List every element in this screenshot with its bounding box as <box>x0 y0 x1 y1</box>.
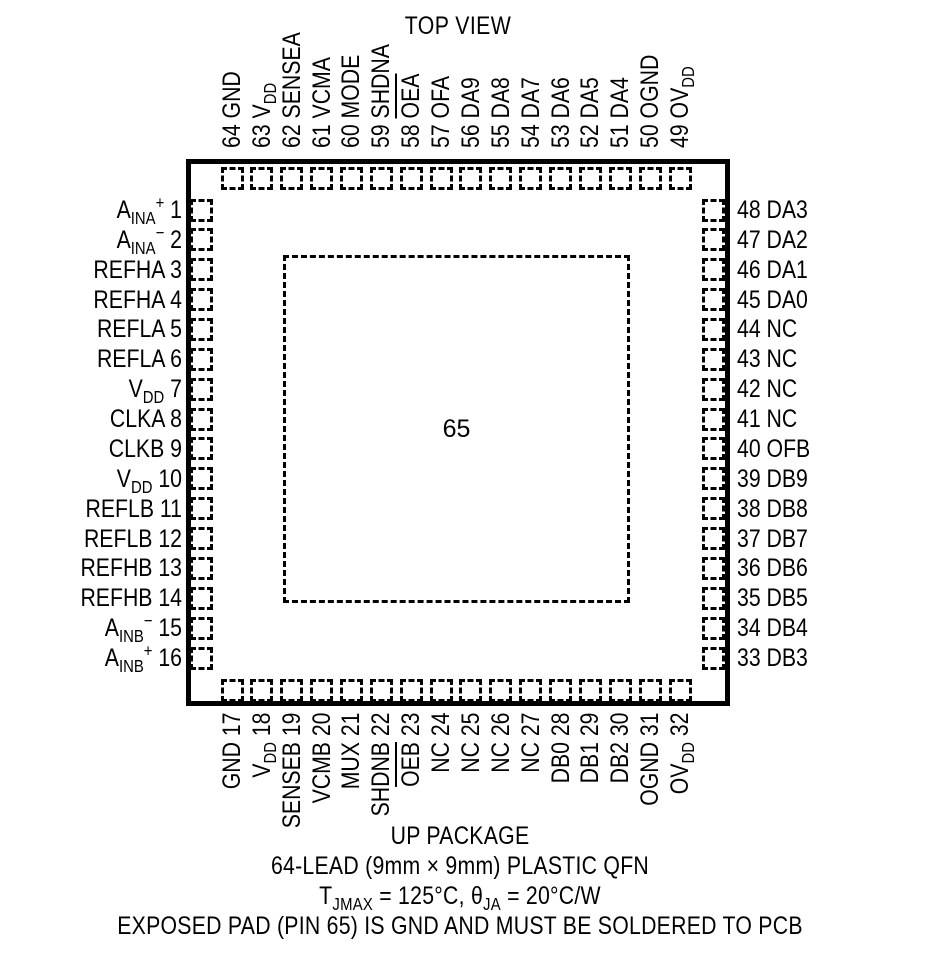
pin-pad-59 <box>370 167 393 190</box>
pin-label-13: REFHB 13 <box>80 554 182 583</box>
package-note-1: UP PACKAGE <box>390 822 530 850</box>
pin-pad-57 <box>430 167 453 190</box>
pin-label-37: 37 DB7 <box>737 524 808 553</box>
pin-pad-7 <box>190 378 213 401</box>
pin-label-52: 52 DA5 <box>576 77 605 148</box>
pin-pad-61 <box>310 167 333 190</box>
pin-pad-4 <box>190 288 213 311</box>
pin-label-24: NC 24 <box>427 712 456 773</box>
pin-label-31: OGND 31 <box>636 712 665 806</box>
pin-label-43: 43 NC <box>737 345 798 374</box>
pin-pad-46 <box>702 258 725 281</box>
pin-label-30: DB2 30 <box>606 712 635 784</box>
pin-pad-21 <box>340 679 363 702</box>
pin-pad-29 <box>579 679 602 702</box>
pin-pad-50 <box>639 167 662 190</box>
pin-pad-15 <box>190 617 213 640</box>
pin-pad-37 <box>702 527 725 550</box>
pin-pad-9 <box>190 437 213 460</box>
pin-pad-51 <box>609 167 632 190</box>
pin-label-45: 45 DA0 <box>737 285 808 314</box>
pin-label-28: DB0 28 <box>546 712 575 784</box>
pin-label-25: NC 25 <box>456 712 485 773</box>
pin-label-26: NC 26 <box>486 712 515 773</box>
pin-pad-14 <box>190 587 213 610</box>
pin-label-33: 33 DB3 <box>737 644 808 673</box>
pin-label-5: REFLA 5 <box>96 315 182 344</box>
pin-label-50: 50 OGND <box>636 54 665 148</box>
pin-pad-23 <box>400 679 423 702</box>
pin-label-58: 58 $\overline{OEA}$ <box>397 73 426 148</box>
pin-pad-53 <box>549 167 572 190</box>
pin-label-62: 62 SENSEA <box>277 32 306 148</box>
pin-label-46: 46 DA1 <box>737 255 808 284</box>
pin-pad-39 <box>702 467 725 490</box>
pin-pad-26 <box>489 679 512 702</box>
pin-label-21: MUX 21 <box>337 712 366 790</box>
pin-label-61: 61 VCMA <box>307 57 336 148</box>
pin-pad-56 <box>459 167 482 190</box>
pin-pad-11 <box>190 497 213 520</box>
pin-pad-40 <box>702 437 725 460</box>
pin-label-6: REFLA 6 <box>96 345 182 374</box>
exposed-pad-number: 65 <box>442 414 471 443</box>
pin-label-59: 59 SHDNA <box>367 44 396 148</box>
pin-label-38: 38 DB8 <box>737 494 808 523</box>
pin-pad-32 <box>669 679 692 702</box>
pin-label-11: REFLB 11 <box>85 494 182 523</box>
pin-pad-42 <box>702 378 725 401</box>
pin-pad-5 <box>190 318 213 341</box>
pin-pad-44 <box>702 318 725 341</box>
pin-label-22: SHDNB 22 <box>367 712 396 817</box>
pin-pad-6 <box>190 348 213 371</box>
pin-label-32: $OV_{DD}$ 32 <box>666 712 699 795</box>
pin-label-15: $A_{INB}^-$ 15 <box>104 610 182 647</box>
pin-pad-35 <box>702 587 725 610</box>
pin-label-18: $V_{DD}$ 18 <box>247 712 280 778</box>
pin-label-9: CLKB 9 <box>108 434 182 463</box>
pin-pad-16 <box>190 647 213 670</box>
pin-pad-20 <box>310 679 333 702</box>
pin-label-14: REFHB 14 <box>80 584 182 613</box>
pin-pad-34 <box>702 617 725 640</box>
pin-label-7: $V_{DD}$ 7 <box>128 375 182 408</box>
pin-pad-10 <box>190 467 213 490</box>
pin-label-20: VCMB 20 <box>307 712 336 804</box>
pin-pad-49 <box>669 167 692 190</box>
pin-pad-58 <box>400 167 423 190</box>
pin-pad-62 <box>280 167 303 190</box>
pin-label-17: GND 17 <box>218 712 246 790</box>
pin-pad-45 <box>702 288 725 311</box>
pin-pad-47 <box>702 228 725 251</box>
overline-text: $\overline{OEB}$ <box>397 742 426 787</box>
pin-label-47: 47 DA2 <box>737 225 808 254</box>
pin-pad-17 <box>221 679 244 702</box>
pin-pad-18 <box>250 679 273 702</box>
package-note-3: $T_{JMAX} = 125^\circ C$, $\theta_{JA} = 20^\circ C/W$ <box>319 882 601 914</box>
pin-pad-38 <box>702 497 725 520</box>
pin-pad-27 <box>519 679 542 702</box>
pin-label-42: 42 NC <box>737 375 798 404</box>
pin-pad-41 <box>702 408 725 431</box>
pin-label-27: NC 27 <box>516 712 545 773</box>
pin-label-23: $\overline{OEB}$ 23 <box>397 712 426 787</box>
pin-pad-19 <box>280 679 303 702</box>
pin-pad-12 <box>190 527 213 550</box>
pin-label-53: 53 DA6 <box>546 77 575 148</box>
pin-label-64: 64 GND <box>218 71 246 148</box>
pin-pad-25 <box>459 679 482 702</box>
pin-pad-54 <box>519 167 542 190</box>
pin-label-2: $A_{INA}^-$ 2 <box>116 222 182 258</box>
pin-pad-64 <box>221 167 244 190</box>
pin-label-60: 60 MODE <box>337 54 366 148</box>
pin-pad-31 <box>639 679 662 702</box>
pin-pad-8 <box>190 408 213 431</box>
pin-label-35: 35 DB5 <box>737 584 808 613</box>
pin-label-34: 34 DB4 <box>737 614 808 643</box>
pin-label-39: 39 DB9 <box>737 464 808 493</box>
pin-pad-48 <box>702 199 725 222</box>
pin-label-36: 36 DB6 <box>737 554 808 583</box>
pin-label-55: 55 DA8 <box>486 77 515 148</box>
package-note-4: EXPOSED PAD (PIN 65) IS GND AND MUST BE SOLDERED TO PCB <box>117 912 803 940</box>
pin-label-1: $A_{INA}^+$ 1 <box>116 192 182 228</box>
pin-pad-52 <box>579 167 602 190</box>
pin-label-12: REFLB 12 <box>83 524 182 553</box>
pin-label-56: 56 DA9 <box>456 77 485 148</box>
pin-label-16: $A_{INB}^+$ 16 <box>104 640 182 677</box>
top-view-label: TOP VIEW <box>404 12 512 40</box>
pin-label-10: $V_{DD}$ 10 <box>116 464 182 497</box>
pin-label-4: REFHA 4 <box>93 285 182 314</box>
pin-pad-1 <box>190 199 213 222</box>
pin-label-40: 40 OFB <box>737 434 811 463</box>
pin-pad-55 <box>489 167 512 190</box>
pin-pad-28 <box>549 679 572 702</box>
pin-label-51: 51 DA4 <box>606 77 635 148</box>
pin-label-44: 44 NC <box>737 315 798 344</box>
pin-label-29: DB1 29 <box>576 712 605 784</box>
exposed-pad <box>283 255 630 603</box>
pin-pad-60 <box>340 167 363 190</box>
pin-pad-30 <box>609 679 632 702</box>
pin-label-41: 41 NC <box>737 405 798 434</box>
pin-pad-24 <box>430 679 453 702</box>
pin-label-48: 48 DA3 <box>737 196 808 224</box>
pin-pad-33 <box>702 647 725 670</box>
pin-label-63: 63 $V_{DD}$ <box>247 82 280 148</box>
pin-pad-36 <box>702 557 725 580</box>
pin-label-8: CLKA 8 <box>109 405 182 434</box>
pin-pad-22 <box>370 679 393 702</box>
overline-text: $\overline{OEA}$ <box>397 73 426 119</box>
pin-label-19: SENSEB 19 <box>277 712 306 829</box>
pin-label-57: 57 OFA <box>427 75 456 148</box>
pin-pad-43 <box>702 348 725 371</box>
pin-pad-63 <box>250 167 273 190</box>
pin-label-54: 54 DA7 <box>516 77 545 148</box>
package-note-2: 64-LEAD (9mm × 9mm) PLASTIC QFN <box>270 852 650 880</box>
pin-label-3: REFHA 3 <box>93 255 182 284</box>
pin-pad-13 <box>190 557 213 580</box>
pin-label-49: 49 $OV_{DD}$ <box>666 66 699 148</box>
pin-pad-3 <box>190 258 213 281</box>
pin-pad-2 <box>190 228 213 251</box>
